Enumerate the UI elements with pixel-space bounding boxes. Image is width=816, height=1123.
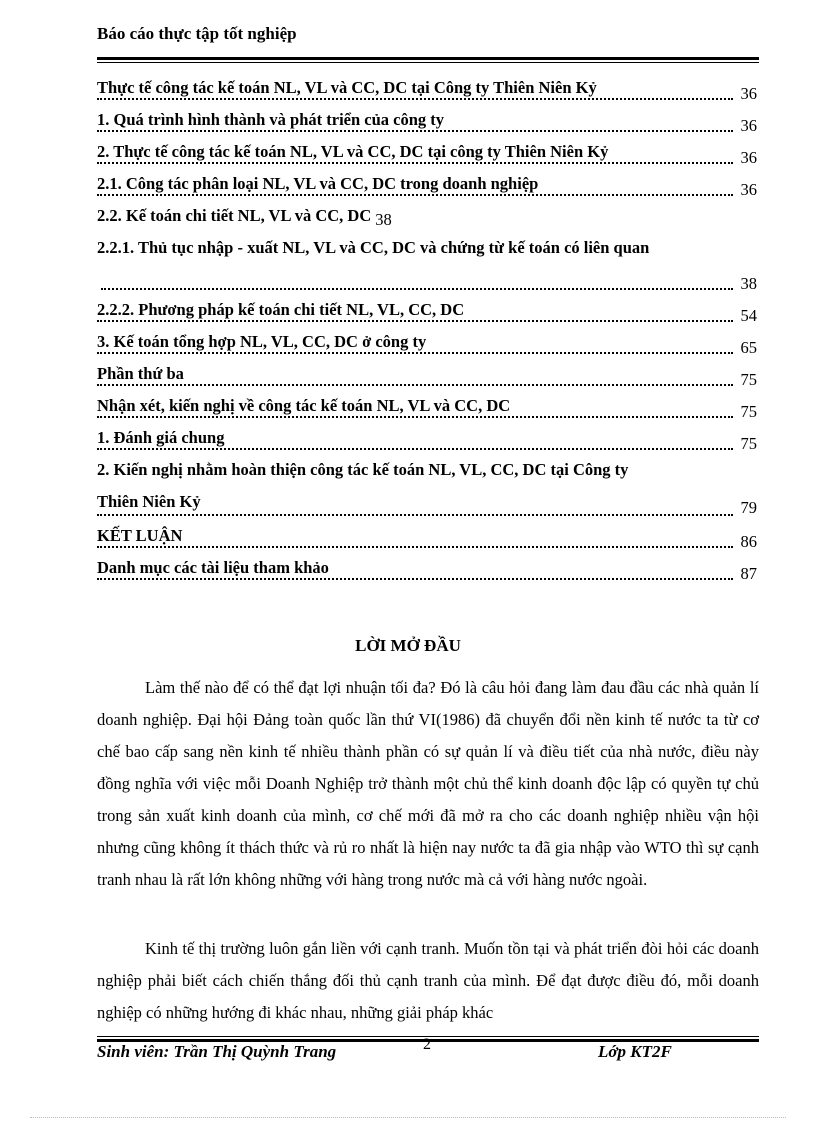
toc-entry-page: 75: [740, 402, 757, 421]
toc-entry: [97, 234, 757, 296]
header-rule-thick: [97, 57, 759, 60]
toc-entry-text: 2. Thực tế công tác kế toán NL, VL và CC, DC tại công ty Thiên Niên Kỷ: [97, 142, 612, 162]
toc-entry-page: 36: [740, 148, 757, 167]
toc-entry-page: 79: [740, 498, 757, 517]
toc-entry-page: 36: [740, 84, 757, 103]
toc-entry: [97, 202, 757, 234]
toc-entry-text: 3. Kế toán tổng hợp NL, VL, CC, DC ở công ty: [97, 332, 430, 352]
section-title: LỜI MỞ ĐẦU: [355, 636, 461, 655]
paragraph-text: Kinh tế thị trường luôn gắn liền với cạnh tranh. Muốn tồn tại và phát triển đòi hỏi các doanh nghiệp phải biết cách chiến thắng đối thủ cạnh tranh của mình. Để đạt được điều đó, mỗi doanh nghiệp có những hướng đi khác nhau, những giải pháp khác: [97, 939, 759, 1022]
leader-dots: [97, 384, 733, 386]
toc-entry: [97, 392, 757, 424]
toc-entry: [97, 170, 757, 202]
toc-entry-text: 1. Đánh giá chung: [97, 428, 228, 448]
table-of-contents: [97, 74, 757, 586]
leader-dots: [97, 578, 733, 580]
footer-class: Lớp KT2F: [598, 1042, 672, 1061]
toc-entry-text: 2.2.2. Phương pháp kế toán chi tiết NL, VL, CC, DC: [97, 300, 468, 320]
toc-entry-text: 1. Quá trình hình thành và phát triển của công ty: [97, 110, 448, 130]
toc-entry: [97, 138, 757, 170]
body-paragraph-1: [97, 672, 759, 896]
toc-entry-text: 2.1. Công tác phân loại NL, VL và CC, DC trong doanh nghiệp: [97, 174, 542, 194]
leader-dots: [97, 98, 733, 100]
toc-entry-page: 75: [740, 434, 757, 453]
toc-entry-text: Thực tế công tác kế toán NL, VL và CC, DC tại Công ty Thiên Niên Kỷ: [97, 78, 601, 98]
leader-dots: [97, 320, 733, 322]
toc-entry: [97, 554, 757, 586]
page-header: Báo cáo thực tập tốt nghiệp: [97, 24, 297, 43]
toc-entry: [97, 74, 757, 106]
toc-entry-page: 36: [740, 180, 757, 199]
toc-entry-page: 75: [740, 370, 757, 389]
footer-student-name: Sinh viên: Trần Thị Quỳnh Trang: [97, 1042, 337, 1061]
body-paragraph-2: [97, 933, 759, 1029]
paragraph-text: Làm thế nào để có thể đạt lợi nhuận tối đa? Đó là câu hỏi đang làm đau đầu các nhà quản lí doanh nghiệp. Đại hội Đảng toàn quốc lần thứ VI(1986) đã chuyển đổi nền kinh tế nước ta từ cơ chế bao cấp sang nền kinh tế nhiều thành phần có sự quản lí và điều tiết của nhà nước, điều này đồng nghĩa với việc mỗi Doanh Nghiệp trở thành một chủ thể kinh doanh độc lập có quyền tự chủ trong sản xuất kinh doanh của mình, cơ chế mới đã mở ra cho các doanh nghiệp nhiều vận hội nhưng cũng không ít thách thức và rủ ro nhất là hiện nay nước ta đã gia nhập vào WTO thì sự cạnh tranh nhau là rất lớn không những với hàng trong nước mà cả với hàng nước ngoài.: [97, 678, 759, 889]
toc-entry-text: KẾT LUẬN: [97, 526, 186, 546]
toc-entry-page: 65: [740, 338, 757, 357]
toc-entry: [97, 522, 757, 554]
toc-entry-page: 86: [740, 532, 757, 551]
footer-page-number: 2: [423, 1036, 431, 1053]
leader-dots: [97, 162, 733, 164]
toc-entry-page: 38: [740, 274, 757, 293]
toc-entry-text: 2. Kiến nghị nhằm hoàn thiện công tác kế toán NL, VL, CC, DC tại Công ty: [97, 460, 632, 480]
leader-dots: [97, 130, 733, 132]
header-rule-thin: [97, 62, 759, 63]
toc-entry-page: 38: [375, 210, 392, 229]
leader-dots: [97, 352, 733, 354]
toc-entry-text-continued: Thiên Niên Kỷ: [97, 492, 205, 512]
toc-entry: [97, 106, 757, 138]
toc-entry-text: Nhận xét, kiến nghị về công tác kế toán NL, VL và CC, DC: [97, 396, 514, 416]
toc-entry: [97, 296, 757, 328]
toc-entry: [97, 424, 757, 456]
toc-entry: [97, 328, 757, 360]
toc-entry-text: Danh mục các tài liệu tham khảo: [97, 558, 333, 578]
leader-dots: [97, 546, 733, 548]
toc-entry-text: Phần thứ ba: [97, 364, 188, 384]
leader-dots: [97, 448, 733, 450]
toc-entry-text: 2.2. Kế toán chi tiết NL, VL và CC, DC 38: [97, 206, 396, 226]
toc-entry-page: 54: [740, 306, 757, 325]
leader-dots: [97, 194, 733, 196]
leader-dots: [97, 514, 733, 516]
toc-entry-text: 2.2.1. Thủ tục nhập - xuất NL, VL và CC, DC và chứng từ kế toán có liên quan: [97, 238, 653, 258]
toc-entry-page: 36: [740, 116, 757, 135]
page-bottom-border: [30, 1117, 786, 1118]
leader-dots: [101, 288, 733, 290]
toc-entry: [97, 456, 757, 522]
leader-dots: [97, 416, 733, 418]
toc-entry-page: 87: [740, 564, 757, 583]
toc-entry: [97, 360, 757, 392]
